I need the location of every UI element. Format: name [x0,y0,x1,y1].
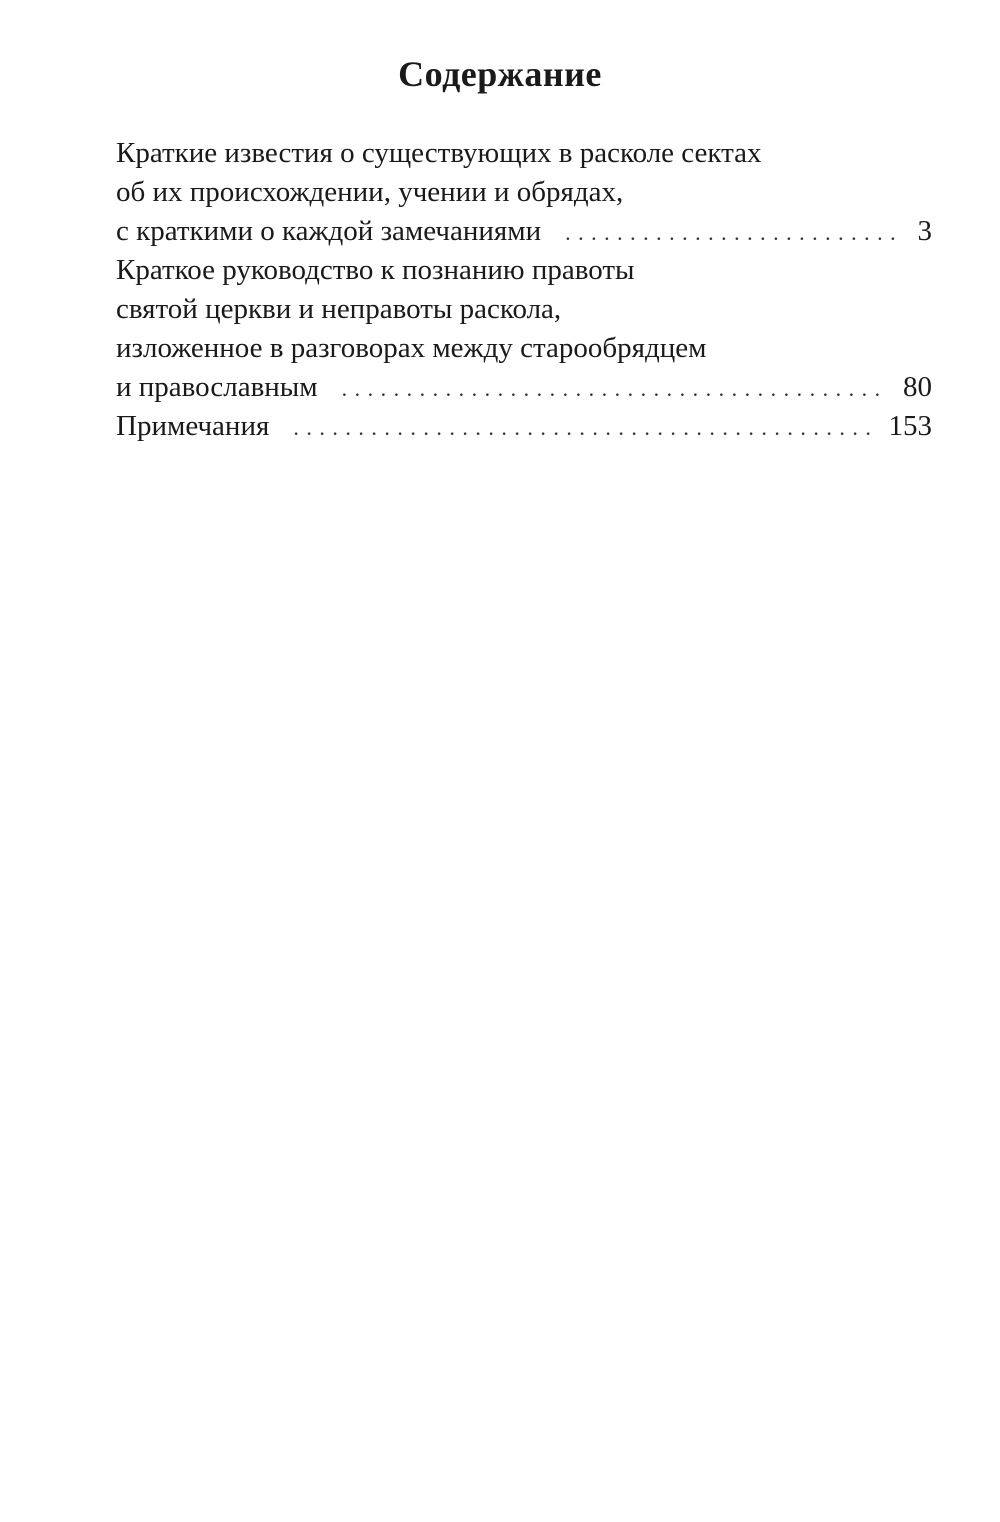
toc-entry-text: Краткие известия о существующих в расколе сектах [116,137,762,169]
toc-entry-text: с краткими о каждой замечаниями [116,215,542,247]
toc-entry[interactable] [116,251,932,407]
toc-entry-text: и православным [116,371,318,403]
toc-page-number: 3 [917,215,932,247]
toc-entry-line [116,212,932,251]
toc-entry-text: Краткое руководство к познанию правоты [116,254,635,286]
toc-entry-line [116,329,932,368]
toc-entry-line [116,134,932,173]
dot-leader [565,213,903,252]
dot-leader [342,369,889,408]
toc-entry-line [116,251,932,290]
toc-page-number: 153 [888,410,932,442]
toc-page-number: 80 [903,371,932,403]
toc-entry-line [116,290,932,329]
toc-entry[interactable] [116,134,932,251]
toc-entry-line [116,173,932,212]
toc-entry-line [116,368,932,407]
toc-entry-text: Примечания [116,410,270,442]
toc-entry-line [116,407,932,446]
toc-entry-text: святой церкви и неправоты раскола, [116,293,562,325]
dot-leader [293,408,874,447]
page-title: Содержание [398,54,602,94]
table-of-contents [116,134,932,446]
toc-entry-text: изложенное в разговорах между старообрядцем [116,332,707,364]
toc-entry-text: об их происхождении, учении и обрядах, [116,176,624,208]
toc-entry[interactable] [116,407,932,446]
